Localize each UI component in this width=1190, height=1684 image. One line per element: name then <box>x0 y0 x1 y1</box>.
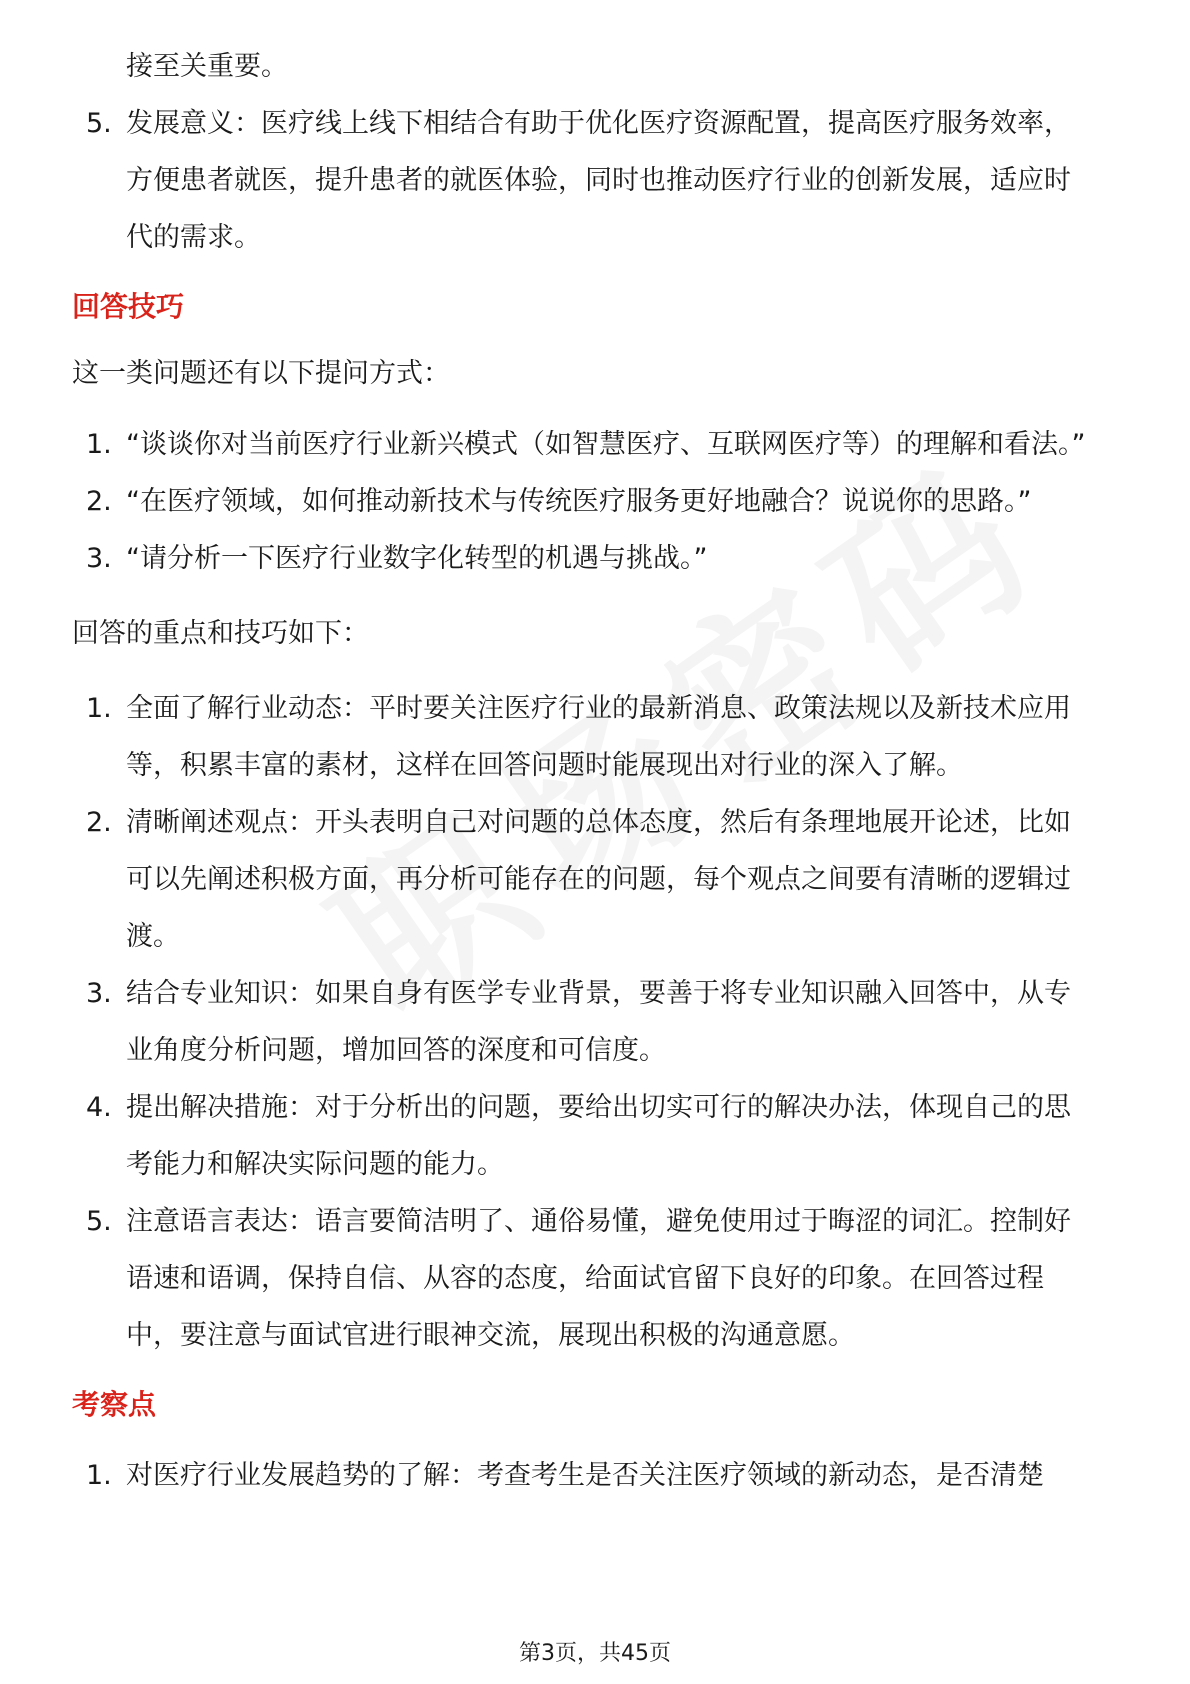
section-heading-answer-tips: 回答技巧 <box>72 290 185 323</box>
tip-item: 3. 结合专业知识：如果自身有医学专业背景，要善于将专业知识融入回答中，从专业角度分析问题，增加回答的深度和可信度。 <box>86 978 1071 1066</box>
page-number: 第3页，共45页 <box>519 1641 671 1666</box>
questions-intro: 这一类问题还有以下提问方式： <box>72 358 450 389</box>
document-content <box>72 0 1122 1504</box>
assessment-item: 1. 对医疗行业发展趋势的了解：考查考生是否关注医疗领域的新动态，是否清楚 <box>86 1460 1044 1491</box>
tip-item: 4. 提出解决措施：对于分析出的问题，要给出切实可行的解决办法，体现自己的思考能力和解决实际问题的能力。 <box>86 1092 1071 1180</box>
continuation-text: 接至关重要。 <box>126 51 288 82</box>
question-item: 2. “在医疗领域，如何推动新技术与传统医疗服务更好地融合？说说你的思路。” <box>86 486 1032 517</box>
tip-item: 1. 全面了解行业动态：平时要关注医疗行业的最新消息、政策法规以及新技术应用等，积累丰富的素材，这样在回答问题时能展现出对行业的深入了解。 <box>86 693 1071 781</box>
question-item: 3. “请分析一下医疗行业数字化转型的机遇与挑战。” <box>86 543 708 574</box>
tip-item: 2. 清晰阐述观点：开头表明自己对问题的总体态度，然后有条理地展开论述，比如可以先阐述积极方面，再分析可能存在的问题，每个观点之间要有清晰的逻辑过渡。 <box>86 807 1071 952</box>
list-item: 5. 发展意义：医疗线上线下相结合有助于优化医疗资源配置，提高医疗服务效率，方便患者就医，提升患者的就医体验，同时也推动医疗行业的创新发展，适应时代的需求。 <box>86 108 1071 253</box>
tips-intro: 回答的重点和技巧如下： <box>72 618 369 649</box>
section-heading-assessment-points: 考察点 <box>72 1388 157 1421</box>
tip-item: 5. 注意语言表达：语言要简洁明了、通俗易懂，避免使用过于晦涩的词汇。控制好语速和语调，保持自信、从容的态度，给面试官留下良好的印象。在回答过程中，要注意与面试官进行眼神交流，展现出积极的沟通意愿。 <box>86 1206 1071 1351</box>
question-item: 1. “谈谈你对当前医疗行业新兴模式（如智慧医疗、互联网医疗等）的理解和看法。” <box>86 429 1086 460</box>
